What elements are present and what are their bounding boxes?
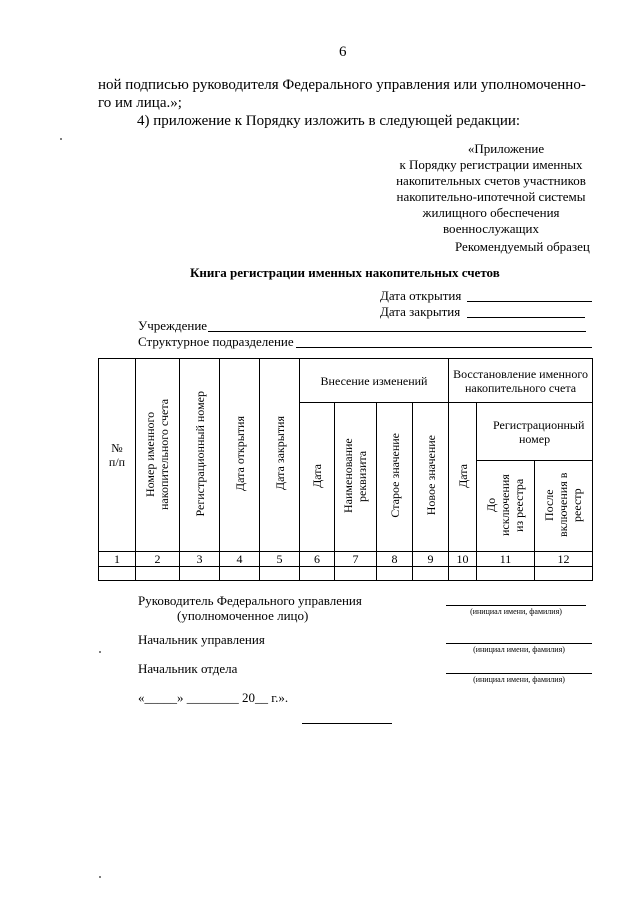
head-signature-label-1: Руководитель Федерального управления bbox=[138, 593, 362, 608]
unit-field bbox=[296, 347, 592, 348]
page-number: 6 bbox=[339, 44, 347, 60]
header-close-text: Дата закрытия bbox=[272, 416, 287, 491]
appendix-line-1: «Приложение bbox=[467, 141, 545, 156]
col-num-8: 8 bbox=[377, 552, 413, 567]
header-num-text: № п/п bbox=[108, 441, 126, 469]
col-num-4: 4 bbox=[220, 552, 260, 567]
header-rs-reg bbox=[477, 403, 593, 461]
institution-field bbox=[208, 331, 586, 332]
open-date-label: Дата открытия bbox=[380, 288, 462, 303]
appendix-block bbox=[380, 141, 602, 237]
header-reg bbox=[180, 359, 220, 552]
chief-div-label: Начальник отдела bbox=[138, 661, 238, 676]
col-num-7: 7 bbox=[335, 552, 377, 567]
chief-dept-signature-line bbox=[446, 643, 592, 644]
col-num-11: 11 bbox=[477, 552, 535, 567]
unit-label: Структурное подразделение bbox=[138, 334, 294, 349]
head-signature-label-2: (уполномоченное лицо) bbox=[177, 608, 309, 623]
appendix-line-4: накопительно-ипотечной системы bbox=[396, 189, 586, 204]
open-date-field bbox=[467, 301, 592, 302]
chief-dept-signature-caption: (инициал имени, фамилия) bbox=[473, 645, 565, 654]
header-account-text: Номер именного накопительного счета bbox=[142, 397, 171, 510]
header-rs-reg-text: Регистрационный номер bbox=[493, 417, 585, 446]
appendix-line-2: к Порядку регистрации именных bbox=[399, 157, 583, 172]
close-date-label: Дата закрытия bbox=[380, 304, 461, 319]
head-signature-caption: (инициал имени, фамилия) bbox=[470, 607, 562, 616]
header-account bbox=[136, 359, 180, 552]
date-line: «_____» ________ 20__ г.». bbox=[138, 690, 289, 705]
col-num-12: 12 bbox=[535, 552, 593, 567]
sample-label: Рекомендуемый образец bbox=[455, 239, 590, 254]
header-restore-text: Восстановление именного накопительного счета bbox=[453, 366, 588, 395]
col-num-2: 2 bbox=[136, 552, 180, 567]
head-signature-line bbox=[446, 605, 586, 606]
header-rs-after bbox=[535, 461, 593, 552]
column-number-row bbox=[99, 552, 593, 567]
header-rs-date bbox=[449, 403, 477, 552]
end-separator bbox=[302, 723, 392, 724]
scan-dot bbox=[60, 138, 62, 140]
header-ch-date-text: Дата bbox=[310, 463, 324, 488]
header-num bbox=[99, 359, 136, 552]
col-num-6: 6 bbox=[300, 552, 335, 567]
header-ch-new-text: Новое значение bbox=[423, 435, 438, 516]
header-ch-old bbox=[377, 403, 413, 552]
header-rs-before bbox=[477, 461, 535, 552]
close-date-field bbox=[467, 317, 585, 318]
header-close bbox=[260, 359, 300, 552]
header-changes: Внесение изменений bbox=[300, 359, 449, 403]
col-num-9: 9 bbox=[413, 552, 449, 567]
header-ch-date bbox=[300, 403, 335, 552]
body-line-1: ной подписью руководителя Федерального управления или уполномоченно- bbox=[98, 77, 586, 93]
form-title: Книга регистрации именных накопительных счетов bbox=[190, 265, 500, 280]
empty-row bbox=[99, 567, 593, 581]
appendix-line-6: военнослужащих bbox=[442, 221, 540, 236]
chief-div-signature-caption: (инициал имени, фамилия) bbox=[473, 675, 565, 684]
scan-dot bbox=[99, 651, 101, 653]
header-rs-after-text: После включения в реестр bbox=[541, 472, 584, 537]
header-open bbox=[220, 359, 260, 552]
appendix-line-5: жилищного обеспечения bbox=[422, 205, 560, 220]
institution-label: Учреждение bbox=[138, 318, 208, 333]
body-line-3: 4) приложение к Порядку изложить в следующей редакции: bbox=[137, 113, 521, 129]
chief-div-signature-line bbox=[446, 673, 592, 674]
scan-dot bbox=[99, 876, 101, 878]
header-ch-req-text: Наименование реквизита bbox=[340, 438, 369, 513]
body-line-2: го им лица.»; bbox=[98, 95, 182, 111]
col-num-5: 5 bbox=[260, 552, 300, 567]
header-ch-new bbox=[413, 403, 449, 552]
header-rs-date-text: Дата bbox=[455, 463, 470, 488]
col-num-1: 1 bbox=[99, 552, 136, 567]
header-rs-before-text: До исключения из реестра bbox=[483, 473, 526, 536]
appendix-line-3: накопительных счетов участников bbox=[396, 173, 586, 188]
registration-table bbox=[98, 358, 593, 581]
header-ch-old-text: Старое значение bbox=[387, 433, 402, 518]
chief-dept-label: Начальник управления bbox=[138, 632, 265, 647]
header-ch-req bbox=[335, 403, 377, 552]
col-num-10: 10 bbox=[449, 552, 477, 567]
header-reg-text: Регистрационный номер bbox=[192, 390, 207, 517]
col-num-3: 3 bbox=[180, 552, 220, 567]
header-open-text: Дата открытия bbox=[232, 415, 247, 492]
header-restore bbox=[449, 359, 593, 403]
